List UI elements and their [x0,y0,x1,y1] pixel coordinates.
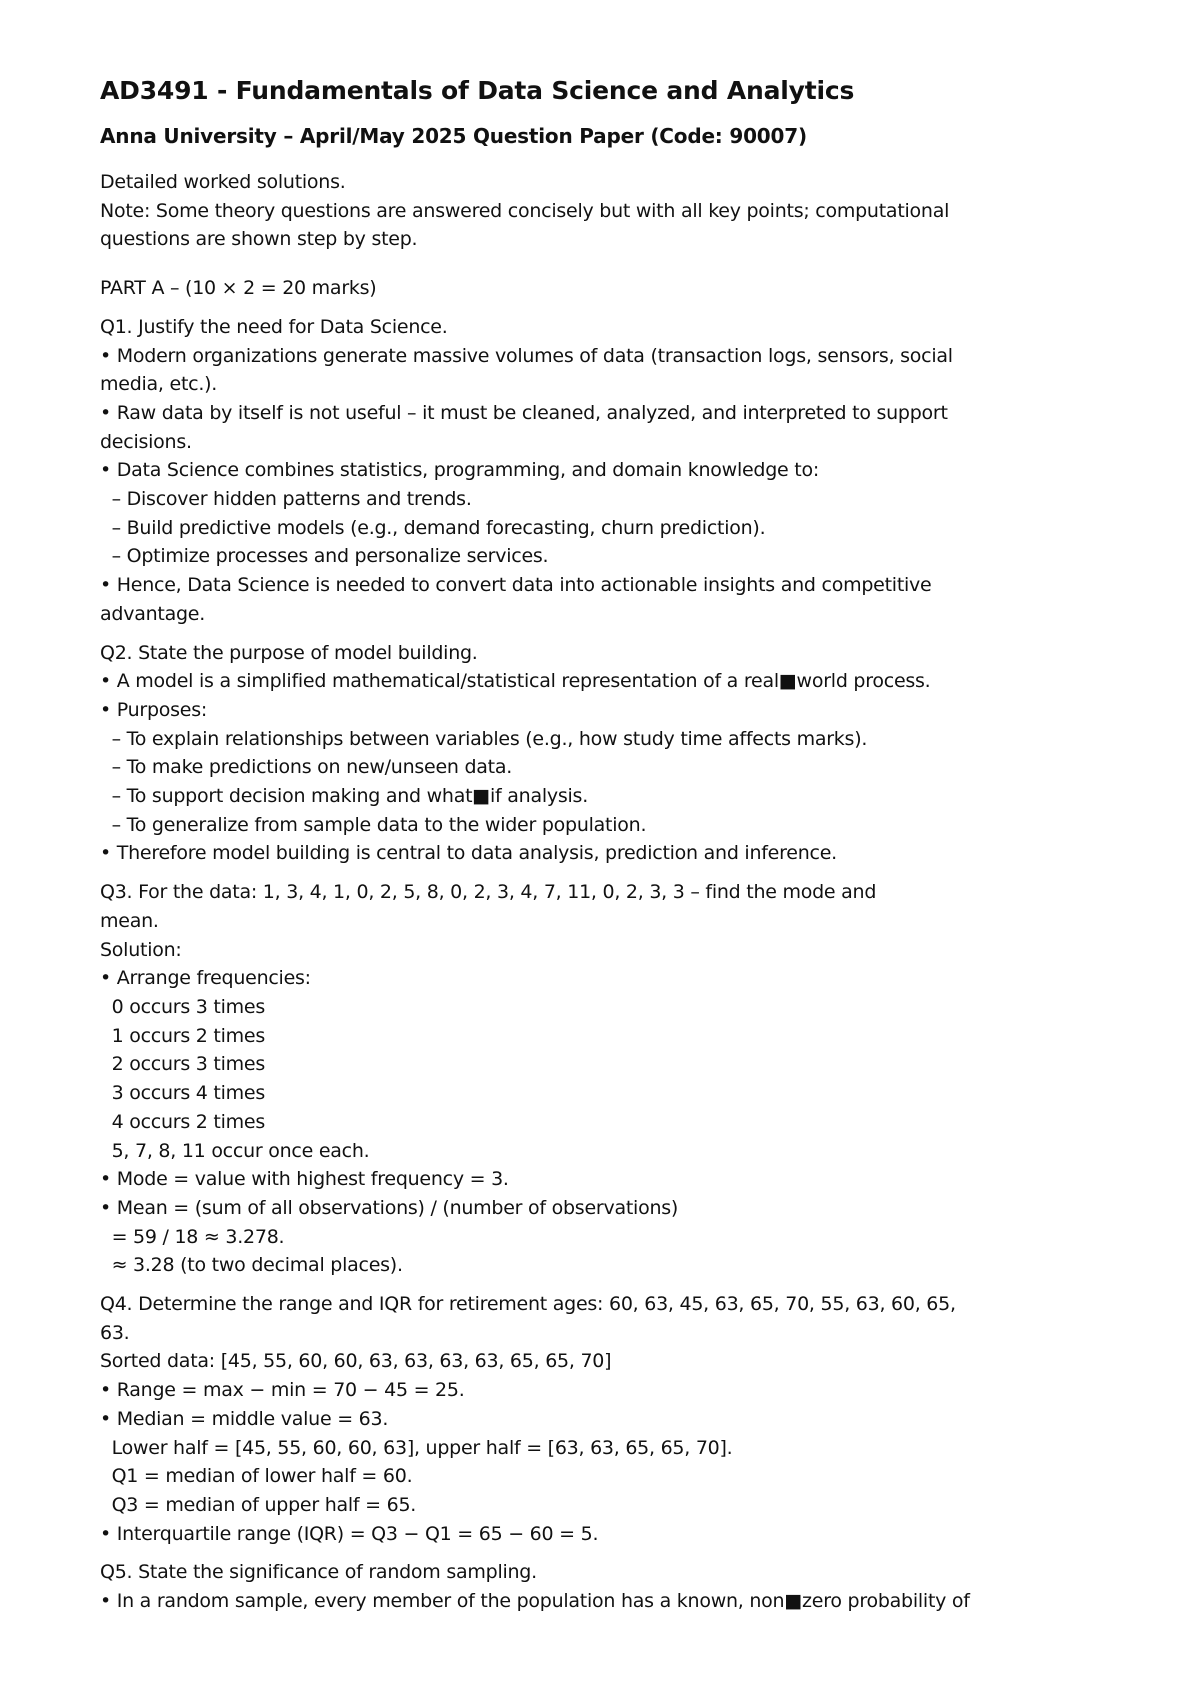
question-2 [100,639,1130,869]
answer-line: 2 occurs 3 times [100,1053,265,1076]
answer-line: – To support decision making and what■if analysis. [100,785,588,808]
intro-section [100,168,1130,254]
question-5-heading: Q5. State the significance of random sampling. [100,1561,537,1584]
answer-line: • A model is a simplified mathematical/statistical representation of a real■world process. [100,670,931,693]
answer-line: media, etc.). [100,373,218,396]
question-1-heading: Q1. Justify the need for Data Science. [100,315,448,338]
answer-line: • Hence, Data Science is needed to convert data into actionable insights and competitive [100,574,932,597]
answer-line: 3 occurs 4 times [100,1082,265,1105]
answer-line: • Mean = (sum of all observations) / (number of observations) [100,1196,679,1219]
answer-line: • Raw data by itself is not useful – it must be cleaned, analyzed, and interpreted to support [100,401,948,424]
question-3 [100,878,1130,1280]
answer-line: • Data Science combines statistics, programming, and domain knowledge to: [100,459,820,482]
question-5 [100,1558,1130,1615]
answer-line: • In a random sample, every member of the population has a known, non■zero probability of [100,1590,970,1613]
intro-line: Note: Some theory questions are answered concisely but with all key points; computational [100,199,950,222]
question-4 [100,1290,1130,1548]
answer-line: Q1 = median of lower half = 60. [100,1465,413,1488]
answer-line: • Modern organizations generate massive volumes of data (transaction logs, sensors, social [100,344,953,367]
answer-line: • Therefore model building is central to data analysis, prediction and inference. [100,842,837,865]
question-2-heading: Q2. State the purpose of model building. [100,641,478,664]
answer-line: – Optimize processes and personalize services. [100,545,549,568]
part-a-heading-section [100,274,1130,303]
answer-line: Sorted data: [45, 55, 60, 60, 63, 63, 63, 63, 65, 65, 70] [100,1350,612,1373]
question-3-heading: Q3. For the data: 1, 3, 4, 1, 0, 2, 5, 8, 0, 2, 3, 4, 7, 11, 0, 2, 3, 3 – find the mode and [100,881,877,904]
answer-line: • Interquartile range (IQR) = Q3 − Q1 = 65 − 60 = 5. [100,1522,599,1545]
document-page [100,74,1130,1626]
answer-line: • Range = max − min = 70 − 45 = 25. [100,1379,465,1402]
answer-line: • Median = middle value = 63. [100,1407,389,1430]
answer-line: • Arrange frequencies: [100,967,311,990]
answer-line: ≈ 3.28 (to two decimal places). [100,1254,403,1277]
answer-line: – To explain relationships between variables (e.g., how study time affects marks). [100,727,868,750]
question-1 [100,313,1130,629]
answer-line: • Mode = value with highest frequency = 3. [100,1168,509,1191]
answer-line: 4 occurs 2 times [100,1110,265,1133]
intro-line: Detailed worked solutions. [100,171,346,193]
answer-line: – To generalize from sample data to the wider population. [100,813,647,836]
answer-line: – Build predictive models (e.g., demand forecasting, churn prediction). [100,516,766,539]
answer-line: mean. [100,909,159,932]
document-title: AD3491 - Fundamentals of Data Science and Analytics [100,76,855,105]
answer-line: 63. [100,1321,130,1344]
intro-line: questions are shown step by step. [100,228,418,251]
answer-line: Q3 = median of upper half = 65. [100,1493,417,1516]
answer-line: • Purposes: [100,698,208,721]
answer-line: 5, 7, 8, 11 occur once each. [100,1139,370,1162]
answer-line: = 59 / 18 ≈ 3.278. [100,1225,285,1248]
answer-line: 0 occurs 3 times [100,995,265,1018]
answer-line: Lower half = [45, 55, 60, 60, 63], upper half = [63, 63, 65, 65, 70]. [100,1436,733,1459]
answer-line: decisions. [100,430,192,453]
answer-line: – Discover hidden patterns and trends. [100,488,472,511]
answer-line: Solution: [100,938,182,961]
part-a-heading: PART A – (10 × 2 = 20 marks) [100,277,377,300]
document-subtitle: Anna University – April/May 2025 Question Paper (Code: 90007) [100,124,807,148]
answer-line: – To make predictions on new/unseen data. [100,756,513,779]
answer-line: 1 occurs 2 times [100,1024,265,1047]
answer-line: advantage. [100,602,206,625]
question-4-heading: Q4. Determine the range and IQR for retirement ages: 60, 63, 45, 63, 65, 70, 55, 63, 60, 65, [100,1293,956,1316]
